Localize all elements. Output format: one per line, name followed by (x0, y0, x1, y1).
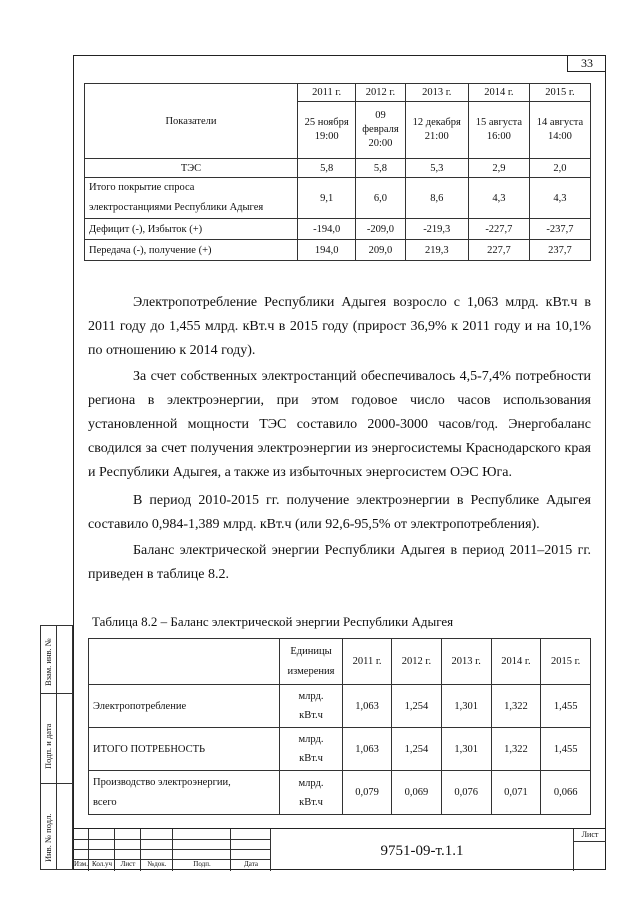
year-header: 2013 г. (441, 639, 491, 685)
value-cell: 4,3 (468, 178, 529, 219)
value-cell: 8,6 (405, 178, 468, 219)
document-number: 9751-09-т.1.1 (271, 829, 574, 871)
paragraph: Электропотребление Республики Адыгея возросло с 1,063 млрд. кВт.ч в 2011 году до 1,455 млрд. кВт.ч в 2015 году (прирост 36,9% к 2011 году и на 10,1% по отношению к 2014 году). (88, 295, 591, 358)
row-label: ИТОГО ПОТРЕБНОСТЬ (89, 728, 280, 771)
paragraph: За счет собственных электростанций обеспечивалось 4,5-7,4% потребности региона в электроэнергии, при этом годовое число часов использования установленной мощности ТЭС составило 2000-3000 часов/год. Энергобаланс сводился за счет получения электроэнергии из энергосистемы Краснодарского края и Республики Адыгея, а также из избыточных энергосистем ОЭС Юга. (88, 369, 591, 480)
value-cell: 194,0 (298, 240, 356, 261)
stamp-header: Подп. (193, 860, 211, 868)
stamp-header: №док. (147, 860, 167, 868)
date-cell: 15 августа 16:00 (468, 102, 529, 159)
value-cell: 1,301 (441, 685, 491, 728)
value-cell: -209,0 (356, 219, 405, 240)
value-cell: 209,0 (356, 240, 405, 261)
stamp-header: Кол.уч (92, 860, 112, 868)
value-cell: -237,7 (529, 219, 590, 240)
energy-balance-table (88, 638, 591, 815)
value-cell: 0,066 (541, 771, 591, 815)
year-header: 2011 г. (343, 639, 392, 685)
stamp-header: Лист (120, 860, 136, 868)
date-cell: 09 февраля 20:00 (356, 102, 405, 159)
value-cell: 2,0 (529, 159, 590, 178)
value-cell: 219,3 (405, 240, 468, 261)
table-row (85, 240, 591, 261)
header-label: Показатели (85, 84, 298, 159)
value-cell: 237,7 (529, 240, 590, 261)
value-cell: 4,3 (529, 178, 590, 219)
stamp-header: Изм. (74, 860, 88, 868)
row-label: Электропотребление (89, 685, 280, 728)
sheet-label: Лист (574, 829, 606, 842)
unit-cell: млрд. кВт.ч (280, 728, 343, 771)
date-cell: 12 декабря 21:00 (405, 102, 468, 159)
year-header: 2014 г. (468, 84, 529, 102)
value-cell: 5,8 (298, 159, 356, 178)
year-header: 2015 г. (529, 84, 590, 102)
value-cell: 1,063 (343, 728, 392, 771)
table-row (89, 685, 591, 728)
side-label: Подп. и дата (43, 723, 53, 769)
value-cell: 1,455 (541, 685, 591, 728)
table-row (85, 219, 591, 240)
year-header: 2012 г. (356, 84, 405, 102)
year-header: 2013 г. (405, 84, 468, 102)
side-stamp (40, 625, 73, 870)
value-cell: -194,0 (298, 219, 356, 240)
value-cell: 1,322 (491, 728, 541, 771)
indicators-table (84, 83, 591, 261)
value-cell: 9,1 (298, 178, 356, 219)
value-cell: 1,254 (392, 728, 442, 771)
value-cell: 6,0 (356, 178, 405, 219)
paragraph: Баланс электрической энергии Республики Адыгея в период 2011–2015 гг. приведен в таблице 8.2. (88, 543, 591, 582)
unit-header: Единицы измерения (280, 639, 343, 685)
value-cell: 5,8 (356, 159, 405, 178)
value-cell: 0,076 (441, 771, 491, 815)
table-row (85, 159, 591, 178)
side-label: Инв. № подл. (43, 813, 53, 862)
value-cell: 5,3 (405, 159, 468, 178)
stamp-header: Дата (244, 860, 258, 868)
value-cell: 227,7 (468, 240, 529, 261)
table-row (85, 178, 591, 219)
year-header: 2014 г. (491, 639, 541, 685)
year-header: 2011 г. (298, 84, 356, 102)
paragraph: В период 2010-2015 гг. получение электроэнергии в Республике Адыгея составило 0,984-1,389 млрд. кВт.ч (или 92,6-95,5% от электропотребления). (88, 493, 591, 532)
year-header: 2012 г. (392, 639, 442, 685)
page-number: 33 (567, 55, 606, 72)
value-cell: 0,069 (392, 771, 442, 815)
table-row (89, 728, 591, 771)
title-block (73, 828, 606, 870)
value-cell: 1,301 (441, 728, 491, 771)
date-cell: 25 ноября 19:00 (298, 102, 356, 159)
date-cell: 14 августа 14:00 (529, 102, 590, 159)
value-cell: 0,079 (343, 771, 392, 815)
value-cell: -219,3 (405, 219, 468, 240)
row-label: ТЭС (85, 159, 298, 178)
value-cell: 1,322 (491, 685, 541, 728)
unit-cell: млрд. кВт.ч (280, 685, 343, 728)
table-row (89, 771, 591, 815)
value-cell: 0,071 (491, 771, 541, 815)
side-label: Взам. инв. № (43, 638, 53, 686)
value-cell: 1,455 (541, 728, 591, 771)
value-cell: 1,254 (392, 685, 442, 728)
value-cell: 2,9 (468, 159, 529, 178)
value-cell: 1,063 (343, 685, 392, 728)
table-caption: Таблица 8.2 – Баланс электрической энергии Республики Адыгея (92, 614, 454, 629)
empty-header (89, 639, 280, 685)
value-cell: -227,7 (468, 219, 529, 240)
row-label: Передача (-), получение (+) (85, 240, 298, 261)
row-label: Дефицит (-), Избыток (+) (85, 219, 298, 240)
unit-cell: млрд. кВт.ч (280, 771, 343, 815)
row-label: Производство электроэнергии, всего (89, 771, 280, 815)
year-header: 2015 г. (541, 639, 591, 685)
row-label: Итого покрытие спроса электростанциями Республики Адыгея (85, 178, 298, 219)
